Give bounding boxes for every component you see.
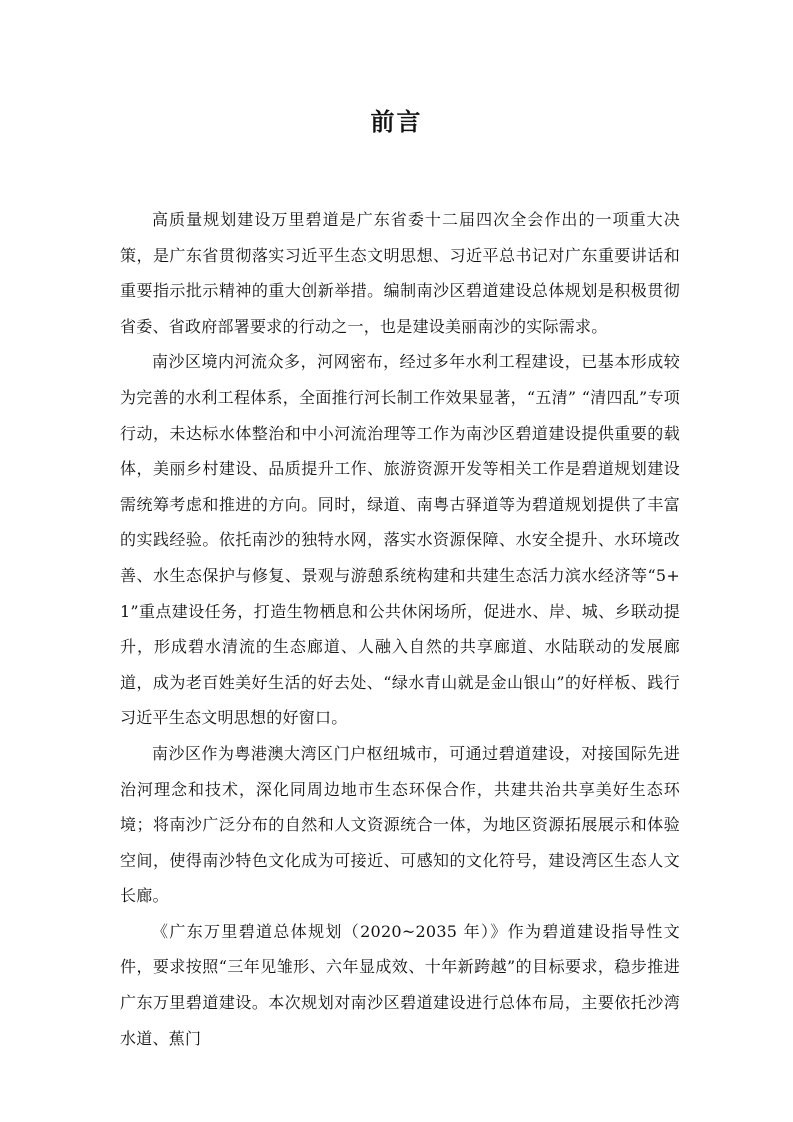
paragraph: 南沙区境内河流众多，河网密布，经过多年水利工程建设，已基本形成较为完善的水利工程体系，全面推行河长制工作效果显著，“五清” “清四乱”专项行动，未达标水体整治和中小河流治理等工作为南沙区碧道建设提供重要的载体，美丽乡村建设、品质提升工作、旅游资源开发等相关工作是碧道规划建设需统筹考虑和推进的方向。同时，绿道、南粤古驿道等为碧道规划提供了丰富的实践经验。依托南沙的独特水网，落实水资源保障、水安全提升、水环境改善、水生态保护与修复、景观与游憩系统构建和共建生态活力滨水经济等“5+1”重点建设任务，打造生物栖息和公共休闲场所，促进水、岸、城、乡联动提升，形成碧水清流的生态廊道、人融入自然的共享廊道、水陆联动的发展廊道，成为老百姓美好生活的好去处、“绿水青山就是金山银山”的好样板、践行习近平生态文明思想的好窗口。 <box>120 352 680 728</box>
page-title: 前言 <box>370 107 423 136</box>
paragraph: 南沙区作为粤港澳大湾区门户枢纽城市，可通过碧道建设，对接国际先进治河理念和技术，深化同周边地市生态环保合作，共建共治共享美好生态环境；将南沙广泛分布的自然和人文资源统合一体，为地区资源拓展展示和体验空间，使得南沙特色文化成为可接近、可感知的文化符号，建设湾区生态人文长廊。 <box>120 743 680 906</box>
paragraph: 《广东万里碧道总体规划（2020~2035 年）》作为碧道建设指导性文件，要求按照“三年见雏形、六年显成效、十年新跨越”的目标要求，稳步推进广东万里碧道建设。本次规划对南沙区碧道建设进行总体布局，主要依托沙湾水道、蕉门 <box>120 921 680 1048</box>
body-text <box>120 202 680 1056</box>
paragraph: 高质量规划建设万里碧道是广东省委十二届四次全会作出的一项重大决策，是广东省贯彻落实习近平生态文明思想、习近平总书记对广东重要讲话和重要指示批示精神的重大创新举措。编制南沙区碧道建设总体规划是积极贯彻省委、省政府部署要求的行动之一，也是建设美丽南沙的实际需求。 <box>120 210 680 336</box>
